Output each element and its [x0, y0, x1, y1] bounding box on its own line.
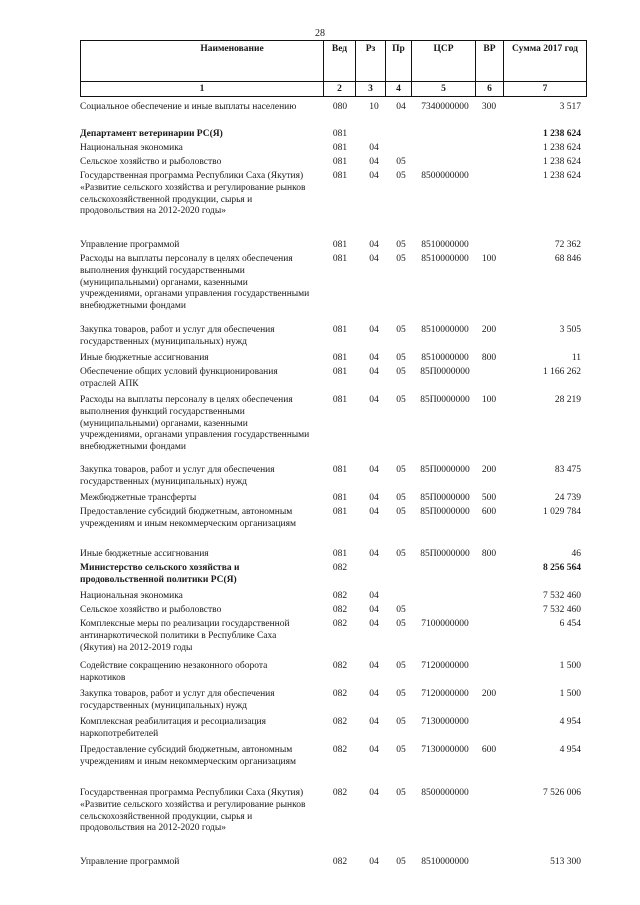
row-amount: 1 238 624: [543, 157, 581, 167]
row-vr: 800: [481, 549, 497, 559]
row-ved: 080: [332, 102, 348, 112]
row-csr: 8500000000: [421, 171, 469, 181]
row-rz: 04: [369, 788, 379, 798]
row-rz: 04: [369, 325, 379, 335]
row-csr: 85П0000000: [420, 507, 470, 517]
row-ved: 082: [332, 788, 348, 798]
row-name: Закупка товаров, работ и услуг для обеспечения государственных (муниципальных) нужд: [80, 465, 275, 487]
row-csr: 85П0000000: [420, 549, 470, 559]
page-number: 28: [315, 28, 325, 39]
row-vr: 300: [481, 102, 497, 112]
row-amount: 11: [571, 353, 581, 363]
row-csr: 85П0000000: [420, 465, 470, 475]
row-csr: 85П0000000: [420, 367, 470, 377]
row-amount: 7 532 460: [543, 605, 581, 615]
row-csr: 7120000000: [421, 689, 469, 699]
row-pr: 05: [396, 171, 406, 181]
row-rz: 04: [369, 493, 379, 503]
row-vr: 600: [481, 745, 497, 755]
row-pr: 05: [396, 493, 406, 503]
row-pr: 05: [396, 661, 406, 671]
row-vr: 500: [481, 493, 497, 503]
row-vr: 200: [481, 325, 497, 335]
row-vr: 100: [481, 395, 497, 405]
row-ved: 082: [332, 619, 348, 629]
row-rz: 04: [369, 661, 379, 671]
row-amount: 3 517: [559, 102, 581, 112]
row-pr: 05: [396, 353, 406, 363]
row-amount: 1 166 262: [543, 367, 581, 377]
row-ved: 081: [332, 493, 348, 503]
row-name: Иные бюджетные ассигнования: [80, 549, 209, 559]
row-ved: 082: [332, 717, 348, 727]
row-vr: 800: [481, 353, 497, 363]
row-amount: 1 238 624: [543, 143, 581, 153]
row-amount: 7 526 006: [543, 788, 581, 798]
row-rz: 04: [369, 353, 379, 363]
row-name: Государственная программа Республики Саха (Якутия) «Развитие сельского хозяйства и регулирование рынков сельскохозяйственной продукции, сырья и продовольствия на 2012-2020 годы»: [80, 788, 306, 834]
header-num-5: 5: [412, 82, 476, 97]
row-name: Министерство сельского хозяйства и продовольственной политики РС(Я): [80, 563, 240, 585]
row-ved: 081: [332, 129, 348, 139]
row-csr: 7340000000: [421, 102, 469, 112]
row-ved: 081: [332, 171, 348, 181]
row-ved: 081: [332, 240, 348, 250]
row-name: Расходы на выплаты персоналу в целях обеспечения выполнения функций государственными (муниципальными) органами, казенными учреждениями, органами управления государственными внебюджетными фондами: [80, 254, 310, 312]
header-num-2: 2: [324, 82, 356, 97]
row-csr: 7100000000: [421, 619, 469, 629]
row-pr: 05: [396, 745, 406, 755]
row-ved: 081: [332, 367, 348, 377]
row-pr: 05: [396, 788, 406, 798]
header-rz: Рз: [356, 41, 386, 82]
row-ved: 081: [332, 353, 348, 363]
row-ved: 082: [332, 605, 348, 615]
row-amount: 28 219: [554, 395, 581, 405]
row-name: Комплексная реабилитация и ресоциализация наркопотребителей: [80, 717, 266, 739]
row-csr: 85П0000000: [420, 493, 470, 503]
header-num-4: 4: [386, 82, 412, 97]
header-num-3: 3: [356, 82, 386, 97]
row-name: Департамент ветеринарии РС(Я): [80, 129, 223, 139]
row-name: Межбюджетные трансферты: [80, 493, 197, 503]
row-vr: 100: [481, 254, 497, 264]
row-csr: 8510000000: [421, 325, 469, 335]
row-csr: 85П0000000: [420, 395, 470, 405]
header-num-6: 6: [476, 82, 504, 97]
row-name: Расходы на выплаты персоналу в целях обеспечения выполнения функций государственными (муниципальными) органами, казенными учреждениями, органами управления государственными внебюджетными фондами: [80, 395, 310, 453]
row-pr: 05: [396, 857, 406, 867]
row-name: Государственная программа Республики Саха (Якутия) «Развитие сельского хозяйства и регулирование рынков сельскохозяйственной продукции, сырья и продовольствия на 2012-2020 годы»: [80, 171, 306, 217]
row-name: Содействие сокращению незаконного оборота наркотиков: [80, 661, 268, 683]
row-amount: 1 029 784: [543, 507, 581, 517]
row-ved: 082: [332, 563, 348, 573]
row-name: Закупка товаров, работ и услуг для обеспечения государственных (муниципальных) нужд: [80, 325, 275, 347]
row-amount: 6 454: [559, 619, 581, 629]
row-ved: 081: [332, 143, 348, 153]
row-ved: 081: [332, 254, 348, 264]
row-amount: 1 238 624: [543, 129, 581, 139]
row-amount: 7 532 460: [543, 591, 581, 601]
row-rz: 04: [369, 605, 379, 615]
row-name: Предоставление субсидий бюджетным, автономным учреждениям и иным некоммерческим организациям: [80, 507, 297, 529]
row-name: Сельское хозяйство и рыболовство: [80, 605, 222, 615]
row-vr: 200: [481, 465, 497, 475]
row-name: Социальное обеспечение и иные выплаты населению: [80, 102, 297, 112]
row-amount: 3 505: [559, 325, 581, 335]
row-name: Иные бюджетные ассигнования: [80, 353, 209, 363]
row-rz: 04: [369, 171, 379, 181]
row-amount: 46: [571, 549, 581, 559]
row-name: Обеспечение общих условий функционирования отраслей АПК: [80, 367, 278, 389]
row-amount: 4 954: [559, 745, 581, 755]
row-amount: 68 846: [554, 254, 581, 264]
row-amount: 8 256 564: [543, 563, 581, 573]
row-rz: 04: [369, 367, 379, 377]
row-csr: 7120000000: [421, 661, 469, 671]
row-pr: 05: [396, 367, 406, 377]
row-name: Управление программой: [80, 240, 180, 250]
row-amount: 4 954: [559, 717, 581, 727]
row-rz: 04: [369, 143, 379, 153]
header-amount: Сумма 2017 год: [504, 41, 587, 82]
row-ved: 081: [332, 395, 348, 405]
row-rz: 04: [369, 465, 379, 475]
row-name: Предоставление субсидий бюджетным, автономным учреждениям и иным некоммерческим организациям: [80, 745, 297, 767]
row-ved: 081: [332, 465, 348, 475]
header-num-1: 1: [81, 82, 324, 97]
row-pr: 05: [396, 325, 406, 335]
row-ved: 082: [332, 857, 348, 867]
header-pr: Пр: [386, 41, 412, 82]
row-name: Национальная экономика: [80, 143, 183, 153]
row-csr: 8500000000: [421, 788, 469, 798]
row-name: Комплексные меры по реализации государственной антинаркотической политики в Республике Саха (Якутия) на 2012-2019 годы: [80, 619, 290, 653]
row-pr: 05: [396, 717, 406, 727]
row-pr: 05: [396, 619, 406, 629]
row-amount: 72 362: [554, 240, 581, 250]
row-name: Управление программой: [80, 857, 180, 867]
row-rz: 04: [369, 240, 379, 250]
row-ved: 081: [332, 549, 348, 559]
header-csr: ЦСР: [412, 41, 476, 82]
row-pr: 05: [396, 157, 406, 167]
row-amount: 1 238 624: [543, 171, 581, 181]
row-pr: 05: [396, 689, 406, 699]
header-num-7: 7: [504, 82, 587, 97]
row-csr: 8510000000: [421, 857, 469, 867]
row-rz: 04: [369, 507, 379, 517]
row-ved: 082: [332, 591, 348, 601]
header-ved: Вед: [324, 41, 356, 82]
row-pr: 04: [396, 102, 406, 112]
row-name: Сельское хозяйство и рыболовство: [80, 157, 222, 167]
row-ved: 082: [332, 745, 348, 755]
row-amount: 83 475: [554, 465, 581, 475]
row-csr: 8510000000: [421, 240, 469, 250]
row-rz: 04: [369, 745, 379, 755]
row-csr: 7130000000: [421, 717, 469, 727]
row-pr: 05: [396, 240, 406, 250]
header-name: Наименование: [81, 41, 324, 82]
row-pr: 05: [396, 549, 406, 559]
row-rz: 04: [369, 619, 379, 629]
row-csr: 8510000000: [421, 254, 469, 264]
row-pr: 05: [396, 605, 406, 615]
row-pr: 05: [396, 507, 406, 517]
row-rz: 04: [369, 591, 379, 601]
row-amount: 24 739: [554, 493, 581, 503]
row-ved: 081: [332, 325, 348, 335]
row-rz: 04: [369, 157, 379, 167]
row-ved: 082: [332, 689, 348, 699]
row-rz: 04: [369, 717, 379, 727]
row-rz: 04: [369, 549, 379, 559]
row-amount: 1 500: [559, 689, 581, 699]
row-pr: 05: [396, 465, 406, 475]
row-name: Закупка товаров, работ и услуг для обеспечения государственных (муниципальных) нужд: [80, 689, 275, 711]
row-csr: 8510000000: [421, 353, 469, 363]
header-vr: ВР: [476, 41, 504, 82]
row-rz: 10: [369, 102, 379, 112]
row-csr: 7130000000: [421, 745, 469, 755]
row-pr: 05: [396, 254, 406, 264]
row-rz: 04: [369, 857, 379, 867]
row-vr: 600: [481, 507, 497, 517]
row-rz: 04: [369, 395, 379, 405]
row-ved: 081: [332, 507, 348, 517]
row-rz: 04: [369, 689, 379, 699]
row-ved: 081: [332, 157, 348, 167]
row-vr: 200: [481, 689, 497, 699]
row-name: Национальная экономика: [80, 591, 183, 601]
row-amount: 1 500: [559, 661, 581, 671]
row-pr: 05: [396, 395, 406, 405]
row-ved: 082: [332, 661, 348, 671]
row-amount: 513 300: [550, 857, 581, 867]
row-rz: 04: [369, 254, 379, 264]
